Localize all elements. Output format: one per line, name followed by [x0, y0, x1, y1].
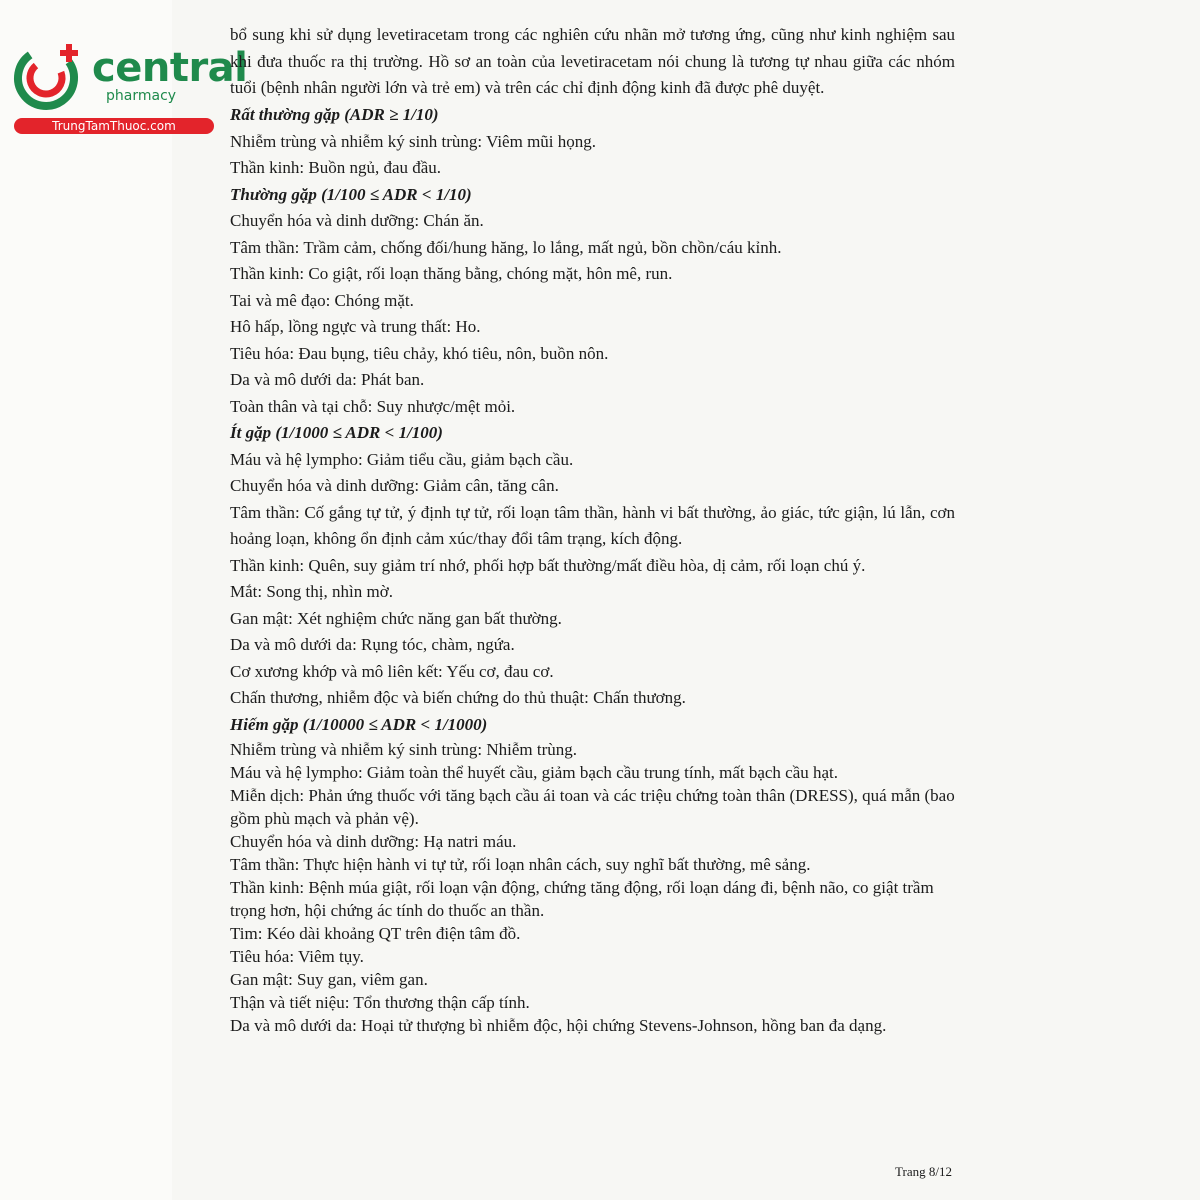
page-number: Trang 8/12 — [895, 1164, 952, 1179]
list-item: Chấn thương, nhiễm độc và biến chứng do thủ thuật: Chấn thương. — [230, 688, 686, 708]
list-item: Chuyển hóa và dinh dưỡng: Giảm cân, tăng cân. — [230, 476, 559, 496]
list-item: Toàn thân và tại chỗ: Suy nhược/mệt mỏi. — [230, 396, 516, 416]
list-item: Máu và hệ lympho: Giảm toàn thể huyết cầu, giảm bạch cầu trung tính, mất bạch cầu hạt. — [230, 763, 839, 783]
logo-mark-icon — [10, 38, 90, 118]
list-item: Thần kinh: Buồn ngủ, đau đầu. — [230, 158, 442, 178]
intro-paragraph: bổ sung khi sử dụng levetiracetam trong các nghiên cứu nhãn mở tương ứng, cũng như kinh nghiệm sau khi đưa thuốc ra thị trường. Hồ sơ an toàn của levetiracetam nói chung là tương tự nhau giữa các nhóm tuổi (bệnh nhân người lớn và trẻ em) và trên các chỉ định động kinh đã được phê duyệt. — [230, 25, 955, 98]
list-item: Thần kinh: Quên, suy giảm trí nhớ, phối hợp bất thường/mất điều hòa, dị cảm, rối loạn chú ý. — [230, 555, 866, 575]
list-item: Da và mô dưới da: Rụng tóc, chàm, ngứa. — [230, 635, 515, 655]
logo-brand: central — [92, 45, 248, 91]
list-item: Da và mô dưới da: Hoại tử thượng bì nhiễm độc, hội chứng Stevens-Johnson, hồng ban đa dạng. — [230, 1016, 887, 1036]
heading-very-common: Rất thường gặp (ADR ≥ 1/10) — [230, 105, 439, 125]
logo — [10, 36, 248, 136]
list-item: Tiêu hóa: Đau bụng, tiêu chảy, khó tiêu, nôn, buồn nôn. — [230, 343, 609, 363]
heading-common: Thường gặp (1/100 ≤ ADR < 1/10) — [230, 184, 472, 204]
list-item: Tâm thần: Thực hiện hành vi tự tử, rối loạn nhân cách, suy nghĩ bất thường, mê sảng. — [230, 855, 811, 875]
heading-rare: Hiếm gặp (1/10000 ≤ ADR < 1/1000) — [230, 714, 488, 734]
list-item: Miễn dịch: Phản ứng thuốc với tăng bạch cầu ái toan và các triệu chứng toàn thân (DRESS), quá mẫn (bao gồm phù mạch và phản vệ). — [230, 786, 955, 829]
list-item: Nhiễm trùng và nhiễm ký sinh trùng: Viêm mũi họng. — [230, 131, 597, 151]
list-item: Chuyển hóa và dinh dưỡng: Hạ natri máu. — [230, 832, 517, 852]
list-item: Tiêu hóa: Viêm tụy. — [230, 947, 364, 967]
list-item: Gan mật: Xét nghiệm chức năng gan bất thường. — [230, 608, 562, 628]
list-item: Cơ xương khớp và mô liên kết: Yếu cơ, đau cơ. — [230, 661, 554, 681]
list-item: Thần kinh: Bệnh múa giật, rối loạn vận động, chứng tăng động, rối loạn dáng đi, bệnh não, co giật trầm trọng hơn, hội chứng ác tính do thuốc an thần. — [230, 878, 934, 921]
list-item: Tai và mê đạo: Chóng mặt. — [230, 290, 414, 310]
list-item: Gan mật: Suy gan, viêm gan. — [230, 970, 428, 990]
list-item: Máu và hệ lympho: Giảm tiểu cầu, giảm bạch cầu. — [230, 449, 574, 469]
list-item: Hô hấp, lồng ngực và trung thất: Ho. — [230, 317, 481, 337]
list-item: Da và mô dưới da: Phát ban. — [230, 370, 425, 390]
list-item: Thận và tiết niệu: Tổn thương thận cấp tính. — [230, 993, 530, 1013]
heading-uncommon: Ít gặp (1/1000 ≤ ADR < 1/100) — [230, 423, 443, 443]
list-item: Tâm thần: Trầm cảm, chống đối/hung hăng, lo lắng, mất ngủ, bồn chồn/cáu kỉnh. — [230, 237, 782, 257]
list-item: Tim: Kéo dài khoảng QT trên điện tâm đồ. — [230, 924, 521, 944]
list-item: Chuyển hóa và dinh dưỡng: Chán ăn. — [230, 211, 484, 231]
logo-site-banner: TrungTamThuoc.com — [14, 118, 214, 134]
list-item: Tâm thần: Cố gắng tự tử, ý định tự tử, rối loạn tâm thần, hành vi bất thường, ảo giác, tức giận, lú lẫn, cơn hoảng loạn, không ổn định cảm xúc/thay đổi tâm trạng, kích động. — [230, 502, 955, 549]
logo-subtitle: pharmacy — [106, 88, 177, 104]
list-item: Thần kinh: Co giật, rối loạn thăng bằng, chóng mặt, hôn mê, run. — [230, 264, 673, 284]
list-item: Nhiễm trùng và nhiễm ký sinh trùng: Nhiễm trùng. — [230, 740, 578, 760]
document-body — [230, 22, 955, 1037]
list-item: Mắt: Song thị, nhìn mờ. — [230, 582, 393, 602]
